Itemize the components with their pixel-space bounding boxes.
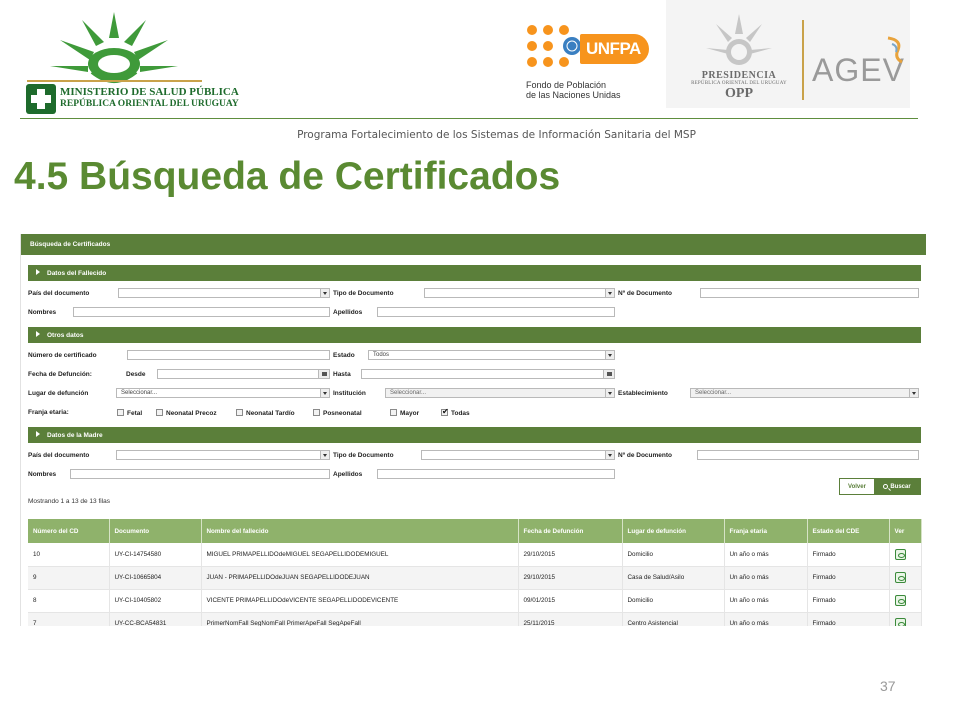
cell-nombre: VICENTE PRIMAPELLIDOdeVICENTE SEGAPELLIDODEVICENTE — [201, 589, 518, 612]
franja-todas-checkbox[interactable] — [441, 409, 470, 417]
app-screenshot — [20, 234, 926, 626]
app-title-bar: Búsqueda de Certificados — [21, 234, 926, 255]
column-header[interactable]: Número del CD — [28, 519, 109, 543]
table-row[interactable] — [28, 612, 921, 626]
checkbox-icon[interactable] — [236, 409, 243, 416]
view-icon[interactable] — [895, 595, 906, 606]
madre-pais-label: País del documento — [28, 452, 90, 459]
fallecido-numero-input[interactable] — [700, 288, 919, 298]
view-icon[interactable] — [895, 549, 906, 560]
institucion-value: Seleccionar... — [390, 390, 427, 396]
agev-wordmark: AGEV — [812, 52, 905, 88]
lugar-label: Lugar de defunción — [28, 390, 89, 397]
chevron-down-icon — [605, 351, 614, 359]
volver-button[interactable]: Volver — [840, 479, 874, 494]
program-line: Programa Fortalecimiento de los Sistemas de Información Sanitaria del MSP — [297, 129, 696, 141]
fallecido-pais-label: País del documento — [28, 290, 90, 297]
lugar-select[interactable] — [116, 388, 330, 398]
expand-triangle-icon — [36, 331, 40, 337]
unfpa-wordmark: UNFPA — [580, 34, 649, 64]
fallecido-tipo-label: Tipo de Documento — [333, 290, 394, 297]
madre-tipo-select[interactable] — [421, 450, 615, 460]
cell-numero: 7 — [28, 612, 109, 626]
certificado-input[interactable] — [127, 350, 330, 360]
checkbox-icon[interactable] — [117, 409, 124, 416]
opp-label: OPP — [725, 86, 753, 101]
madre-nombres-label: Nombres — [28, 471, 57, 478]
franja-fetal-label: Fetal — [127, 410, 143, 417]
republica-label: REPÚBLICA ORIENTAL DEL URUGUAY — [691, 81, 787, 86]
view-icon[interactable] — [895, 618, 906, 626]
expand-triangle-icon — [36, 431, 40, 437]
certificado-label: Número de certificado — [28, 352, 97, 359]
cell-franja: Un año o más — [724, 566, 807, 589]
hasta-label: Hasta — [333, 371, 351, 378]
calendar-icon[interactable] — [603, 370, 614, 378]
cell-fecha: 29/10/2015 — [518, 566, 622, 589]
fallecido-apellidos-label: Apellidos — [333, 309, 363, 316]
franja-label: Franja etaria: — [28, 409, 69, 416]
cell-nombre: PrimerNomFall SegNomFall PrimerApeFall SegApeFall — [201, 612, 518, 626]
cell-ver — [889, 589, 921, 612]
franja-neonatal-precoz-checkbox[interactable] — [156, 409, 217, 417]
cell-estado: Firmado — [807, 612, 889, 626]
cell-lugar: Centro Asistencial — [622, 612, 724, 626]
chevron-down-icon — [320, 289, 329, 297]
msp-logo — [22, 10, 239, 122]
cell-fecha: 25/11/2015 — [518, 612, 622, 626]
fallecido-pais-select[interactable] — [118, 288, 330, 298]
cell-franja: Un año o más — [724, 589, 807, 612]
franja-todas-label: Todas — [451, 410, 470, 417]
table-row[interactable] — [28, 566, 921, 589]
cell-franja: Un año o más — [724, 612, 807, 626]
cell-lugar: Domicilio — [622, 543, 724, 566]
sun-emblem-icon — [22, 10, 207, 90]
establecimiento-select[interactable] — [690, 388, 919, 398]
presidencia-sun-icon — [704, 12, 774, 70]
action-buttons — [839, 478, 921, 495]
cell-ver — [889, 566, 921, 589]
msp-logo-line2: REPÚBLICA ORIENTAL DEL URUGUAY — [60, 99, 239, 109]
madre-pais-select[interactable] — [116, 450, 330, 460]
chevron-down-icon — [320, 451, 329, 459]
results-table — [28, 519, 922, 626]
page-number: 37 — [880, 678, 896, 694]
column-header[interactable]: Documento — [109, 519, 201, 543]
franja-posneonatal-checkbox[interactable] — [313, 409, 362, 417]
checkbox-icon[interactable] — [313, 409, 320, 416]
fallecido-numero-label: Nº de Documento — [618, 290, 673, 297]
column-header[interactable]: Franja etaria — [724, 519, 807, 543]
column-header[interactable]: Nombre del fallecido — [201, 519, 518, 543]
institucion-label: Institución — [333, 390, 366, 397]
lugar-value: Seleccionar... — [121, 390, 158, 396]
section-madre-label: Datos de la Madre — [47, 432, 103, 439]
hasta-date-input[interactable] — [361, 369, 615, 379]
fallecido-nombres-input[interactable] — [73, 307, 330, 317]
cell-nombre: MIGUEL PRIMAPELLIDOdeMIGUEL SEGAPELLIDODEMIGUEL — [201, 543, 518, 566]
fecha-label: Fecha de Defunción: — [28, 371, 92, 378]
column-header: Ver — [889, 519, 921, 543]
cell-numero: 10 — [28, 543, 109, 566]
calendar-icon[interactable] — [318, 370, 329, 378]
estado-value: Todos — [373, 352, 390, 358]
chevron-down-icon — [605, 451, 614, 459]
unfpa-subtitle — [526, 80, 621, 100]
logo-divider — [802, 20, 804, 100]
cell-numero: 9 — [28, 566, 109, 589]
cell-numero: 8 — [28, 589, 109, 612]
franja-neonatal-tardio-checkbox[interactable] — [236, 409, 295, 417]
madre-apellidos-label: Apellidos — [333, 471, 363, 478]
franja-mayor-label: Mayor — [400, 410, 420, 417]
chevron-down-icon — [320, 389, 329, 397]
institucion-select[interactable] — [385, 388, 615, 398]
table-row[interactable] — [28, 543, 921, 566]
desde-date-input[interactable] — [157, 369, 330, 379]
table-row[interactable] — [28, 589, 921, 612]
unfpa-dots-icon — [524, 22, 584, 76]
franja-mayor-checkbox[interactable] — [390, 409, 419, 417]
section-fallecido-label: Datos del Fallecido — [47, 270, 107, 277]
chevron-down-icon — [605, 289, 614, 297]
cell-fecha: 09/01/2015 — [518, 589, 622, 612]
cell-estado: Firmado — [807, 589, 889, 612]
establecimiento-label: Establecimiento — [618, 390, 668, 397]
chevron-down-icon — [605, 389, 614, 397]
cell-lugar: Domicilio — [622, 589, 724, 612]
checkbox-icon[interactable] — [156, 409, 163, 416]
unfpa-subtitle-line2: de las Naciones Unidas — [526, 90, 621, 100]
fallecido-apellidos-input[interactable] — [377, 307, 615, 317]
section-otros-label: Otros datos — [47, 332, 84, 339]
chevron-down-icon — [909, 389, 918, 397]
msp-logo-line1: MINISTERIO DE SALUD PÚBLICA — [60, 86, 239, 98]
unfpa-logo — [524, 22, 644, 108]
expand-triangle-icon — [36, 269, 40, 275]
madre-numero-label: Nº de Documento — [618, 452, 673, 459]
agev-swirl-icon — [884, 34, 906, 64]
buscar-label: Buscar — [890, 483, 911, 490]
view-icon[interactable] — [895, 572, 906, 583]
cell-fecha: 29/10/2015 — [518, 543, 622, 566]
column-header[interactable]: Fecha de Defunción — [518, 519, 622, 543]
cell-ver — [889, 543, 921, 566]
establecimiento-value: Seleccionar... — [695, 390, 732, 396]
cell-documento: UY-CI-10665804 — [109, 566, 201, 589]
cross-icon — [26, 84, 56, 114]
cell-franja: Un año o más — [724, 543, 807, 566]
section-madre[interactable] — [28, 427, 921, 443]
madre-numero-input[interactable] — [697, 450, 919, 460]
cell-documento: UY-CC-BCA54831 — [109, 612, 201, 626]
franja-neonatal-precoz-label: Neonatal Precoz — [166, 410, 217, 417]
cell-estado: Firmado — [807, 543, 889, 566]
checkbox-icon[interactable] — [390, 409, 397, 416]
madre-tipo-label: Tipo de Documento — [333, 452, 394, 459]
madre-nombres-input[interactable] — [70, 469, 330, 479]
madre-apellidos-input[interactable] — [377, 469, 615, 479]
estado-select[interactable] — [368, 350, 615, 360]
opp-agev-logo — [666, 0, 910, 108]
column-header[interactable]: Estado del CDE — [807, 519, 889, 543]
cell-nombre: JUAN - PRIMAPELLIDOdeJUAN SEGAPELLIDODEJUAN — [201, 566, 518, 589]
cell-ver — [889, 612, 921, 626]
estado-label: Estado — [333, 352, 355, 359]
cell-estado: Firmado — [807, 566, 889, 589]
search-icon — [883, 484, 888, 489]
presidencia-label: PRESIDENCIA — [701, 70, 777, 81]
unfpa-subtitle-line1: Fondo de Población — [526, 80, 607, 90]
desde-label: Desde — [126, 371, 146, 378]
checkbox-checked-icon[interactable] — [441, 409, 448, 416]
column-header[interactable]: Lugar de defunción — [622, 519, 724, 543]
franja-posneonatal-label: Posneonatal — [323, 410, 362, 417]
slide-title: 4.5 Búsqueda de Certificados — [14, 155, 561, 198]
cell-documento: UY-CI-10405802 — [109, 589, 201, 612]
results-count: Mostrando 1 a 13 de 13 filas — [28, 498, 111, 505]
header-rule — [20, 118, 918, 119]
fallecido-nombres-label: Nombres — [28, 309, 57, 316]
buscar-button[interactable] — [874, 479, 920, 494]
table-header-row — [28, 519, 921, 543]
franja-fetal-checkbox[interactable] — [117, 409, 142, 417]
cell-lugar: Casa de Salud/Asilo — [622, 566, 724, 589]
fallecido-tipo-select[interactable] — [424, 288, 615, 298]
cell-documento: UY-CI-14754580 — [109, 543, 201, 566]
section-fallecido[interactable] — [28, 265, 921, 281]
section-otros[interactable] — [28, 327, 921, 343]
franja-neonatal-tardio-label: Neonatal Tardío — [246, 410, 295, 417]
